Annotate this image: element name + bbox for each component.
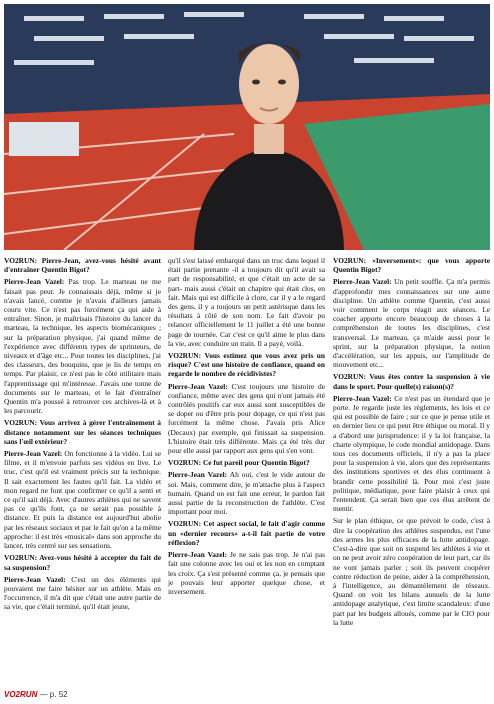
magazine-logo: VO2RUN	[4, 690, 38, 699]
answer-text: Ce n'est pas un étendard que je porte. Je regarde juste les règlements, les lois et ce qui est possible de faire ; sur ce que je pense utile et en dernier lieu ce qui peut être éthique ou moral. Il y a d'abord une jurisprudence: il y la loi française, la charte olympique, le code mondial antidopage. Dans tous ces documents officiels, il n'y a pas la place pour la suspension à vie, alors que des représentants des institutions sportives et des élus continuent à brandir cette possibilité là. Pour moi c'est juste politique, médiatique, pour faire plaisir à ceux qui l'entendent. Ça serait bien que ces élus arrêtent de mentir.	[333, 393, 490, 514]
stadium-photo-icon	[4, 4, 490, 250]
speaker-name: Pierre-Jean Vazel:	[4, 574, 66, 584]
answer-text: qu'il s'est laissé embarqué dans un truc dans lequel il était partie prenante -il a toujours dit qu'il avait sa part de responsabilité, et que c'était un acte de sa part- mais aussi c'était un chapitre qui était clos, en fait. Mais qui est difficile à clore, car il y a le regard des gens, il y a toujours un petit astérisque dans les résultats à côté de son nom. Le fait d'avoir pu relancer officiellement le 11 juillet a été une bonne page de tournée. Car c'est ce qu'il aime le plus dans la vie, avec conduire un train. Il a payé, voilà.	[168, 256, 325, 348]
interview-answer	[333, 516, 490, 626]
answer-text: Ah oui, c'est le vide autour de soi. Mais, comment dire, je m'attache plus à l'aspect humain. Quand on est fait une erreur, le pardon fait aussi partie de la reconstruction de l'athlète. C'est important pour moi.	[168, 470, 325, 517]
interview-answer	[168, 256, 325, 348]
speaker-name: Pierre-Jean Vazel:	[168, 470, 228, 480]
portrait-photo	[4, 4, 490, 250]
interview-question: VO2RUN: Vous êtes contre la suspension à vie dans le sport. Pour quelle(s) raison(s)?	[333, 372, 490, 391]
interview-question: VO2RUN: Vous estimez que vous avez pris un risque? C'est une histoire de confiance, quand on regarde le nombre de récidivistes?	[168, 351, 325, 379]
interview-question: VO2RUN: «Inversement»: que vous apporte Quentin Bigot?	[333, 256, 490, 275]
speaker-name: Pierre-Jean Vazel:	[168, 550, 228, 560]
answer-text: Un petit souffle. Ça m'a permis d'approfondir mes connaissances sur une autre discipline. Un athlète comme Quentin, c'est aussi voir comment le corps réagit aux séances. Le coacher apporte encore beaucoup de choses à la compréhension de toutes les disciplines, c'est transversal. Le marteau, ça m'aide aussi pour le sprint, sur la préparation physique, la notion d'accélération, sur les appuis, sur l'amplitude de mouvement etc...	[333, 277, 490, 370]
speaker-name: Pierre-Jean Vazel:	[168, 381, 228, 391]
interview-answer	[4, 575, 161, 612]
answer-text: Sur le plan éthique, ce que prévoit le code, c'est à dire la coopération des athlètes suspendus, est l'une des armes les plus efficaces de la lutte antidopage. C'est-à-dire que soit on suspend les athlètes à vie et on ne peut avoir zéro coopération de leur part, car ils ne vont jamais parler ; soit ils peuvent coopérer contre réduction de peine, aider à la compréhension, à l'intelligence, au démantèlement de réseaux. Quand on voit les bilans annuels de la lutte antidopage analytique, c'est limite scandaleux: d'une part par les budgets alloués, comme par le CIO pour la lutte	[333, 516, 490, 627]
interview-answer	[168, 382, 325, 456]
page-number: — p. 52	[39, 690, 68, 699]
speaker-name: Pierre-Jean Vazel:	[333, 277, 392, 287]
interview-question: VO2RUN: Ce fut pareil pour Quentin Bigot?	[168, 458, 310, 468]
interview-answer	[333, 394, 490, 514]
interview-answer	[333, 277, 490, 369]
answer-text: Je ne sais pas trop. Je n'ai pas fait une colonne avec les oui et les non en comptant les croix. Ça s'est présenté comme ça, je pensais que je pouvais leur apporter quelque chose, et inversement.	[168, 550, 325, 596]
answer-text: C'est toujours une histoire de confiance, même avec des gens qui n'ont jamais été contrôlés positifs car eux aussi sont susceptibles de se doper ou d'être pris pour dopage, ce qui n'est pas forcément la même chose. J'avais pris Alice (Decaux) par exemple, qui finissait sa suspension. L'histoire était très différente. Mais ça été très dur pour elle aussi par rapport aux gens qui s'en vont.	[168, 381, 325, 456]
interview-question: VO2RUN: Avez-vous hésité à accepter du fait de sa suspension?	[4, 553, 161, 572]
article-column-2	[168, 256, 325, 599]
interview-answer	[4, 449, 161, 550]
interview-answer	[168, 550, 325, 596]
speaker-name: Pierre-Jean Vazel:	[4, 277, 65, 287]
article-column-3	[333, 256, 490, 630]
speaker-name: Pierre-Jean Vazel:	[333, 393, 392, 403]
answer-text: Pas trop. Le marteau ne me faisait pas peur. Je connaissais déjà, même si je n'avais lancé, comme je n'avais d'ailleurs jamais couru vite. Ce n'est pas forcément ça qui aide à entraîner. Sinon, je maîtrisais l'histoire du lancer du marteau, la technique, les aspects biomécaniques ; sur la préparation physique, j'ai quand même de l'expérience avec différents types de sprinteurs, de niveaux et d'âge etc... Pour toutes les disciplines, j'ai des classeurs, des bouquins, que je lis de temps en temps. Par plaisir, ce n'est pas le côté utilitaire mais l'apprentissage qui m'intéresse. J'avais une tonne de documents sur le marteau, et le fait d'entraîner Quentin m'a poussé à retrouver ces archives-là et à les parcourir.	[4, 277, 161, 416]
article-column-1	[4, 256, 161, 615]
page-footer	[4, 690, 68, 699]
speaker-name: Pierre-Jean Vazel:	[4, 449, 63, 459]
interview-answer	[168, 470, 325, 516]
interview-answer	[4, 277, 161, 415]
answer-text: On fonctionne à la vidéo. Lui se filme, et il m'envoie parfois ses vidéos en live. Le truc, c'est qu'il est vraiment précis sur la technique. Il sait exactement les fautes qu'il fait. La vidéo et mon regard ne font que confirmer ce qu'il a senti et ce qu'il sait déjà. Avec d'autres athlètes qui ne savent pas ce qu'ils font, ça ne serait pas possible à distance. Et puis la distance est aujourd'hui abolie par les réseaux sociaux et par le fait qu'on a la même approche: il est très «musical» dans son approche du lancer, très centré sur ses sensations.	[4, 449, 161, 551]
answer-text: C'est un des éléments qui pouvaient me faire hésiter sur un athlète. Mais en l'occurrence, il m'a dit que c'était une autre partie de sa vie, que c'était terminé, qu'il était jeune,	[4, 574, 161, 612]
interview-question: VO2RUN: Cet aspect social, le fait d'agir comme un «dernier recours» a-t-il fait partie de votre réflexion?	[168, 519, 325, 547]
interview-question: VO2RUN: Pierre-Jean, avez-vous hésité avant d'entraîner Quentin Bigot?	[4, 256, 161, 275]
interview-question: VO2RUN: Vous arrivez à gérer l'entraînement à distance notamment sur les séances techniques sans l'œil extérieur?	[4, 418, 161, 446]
